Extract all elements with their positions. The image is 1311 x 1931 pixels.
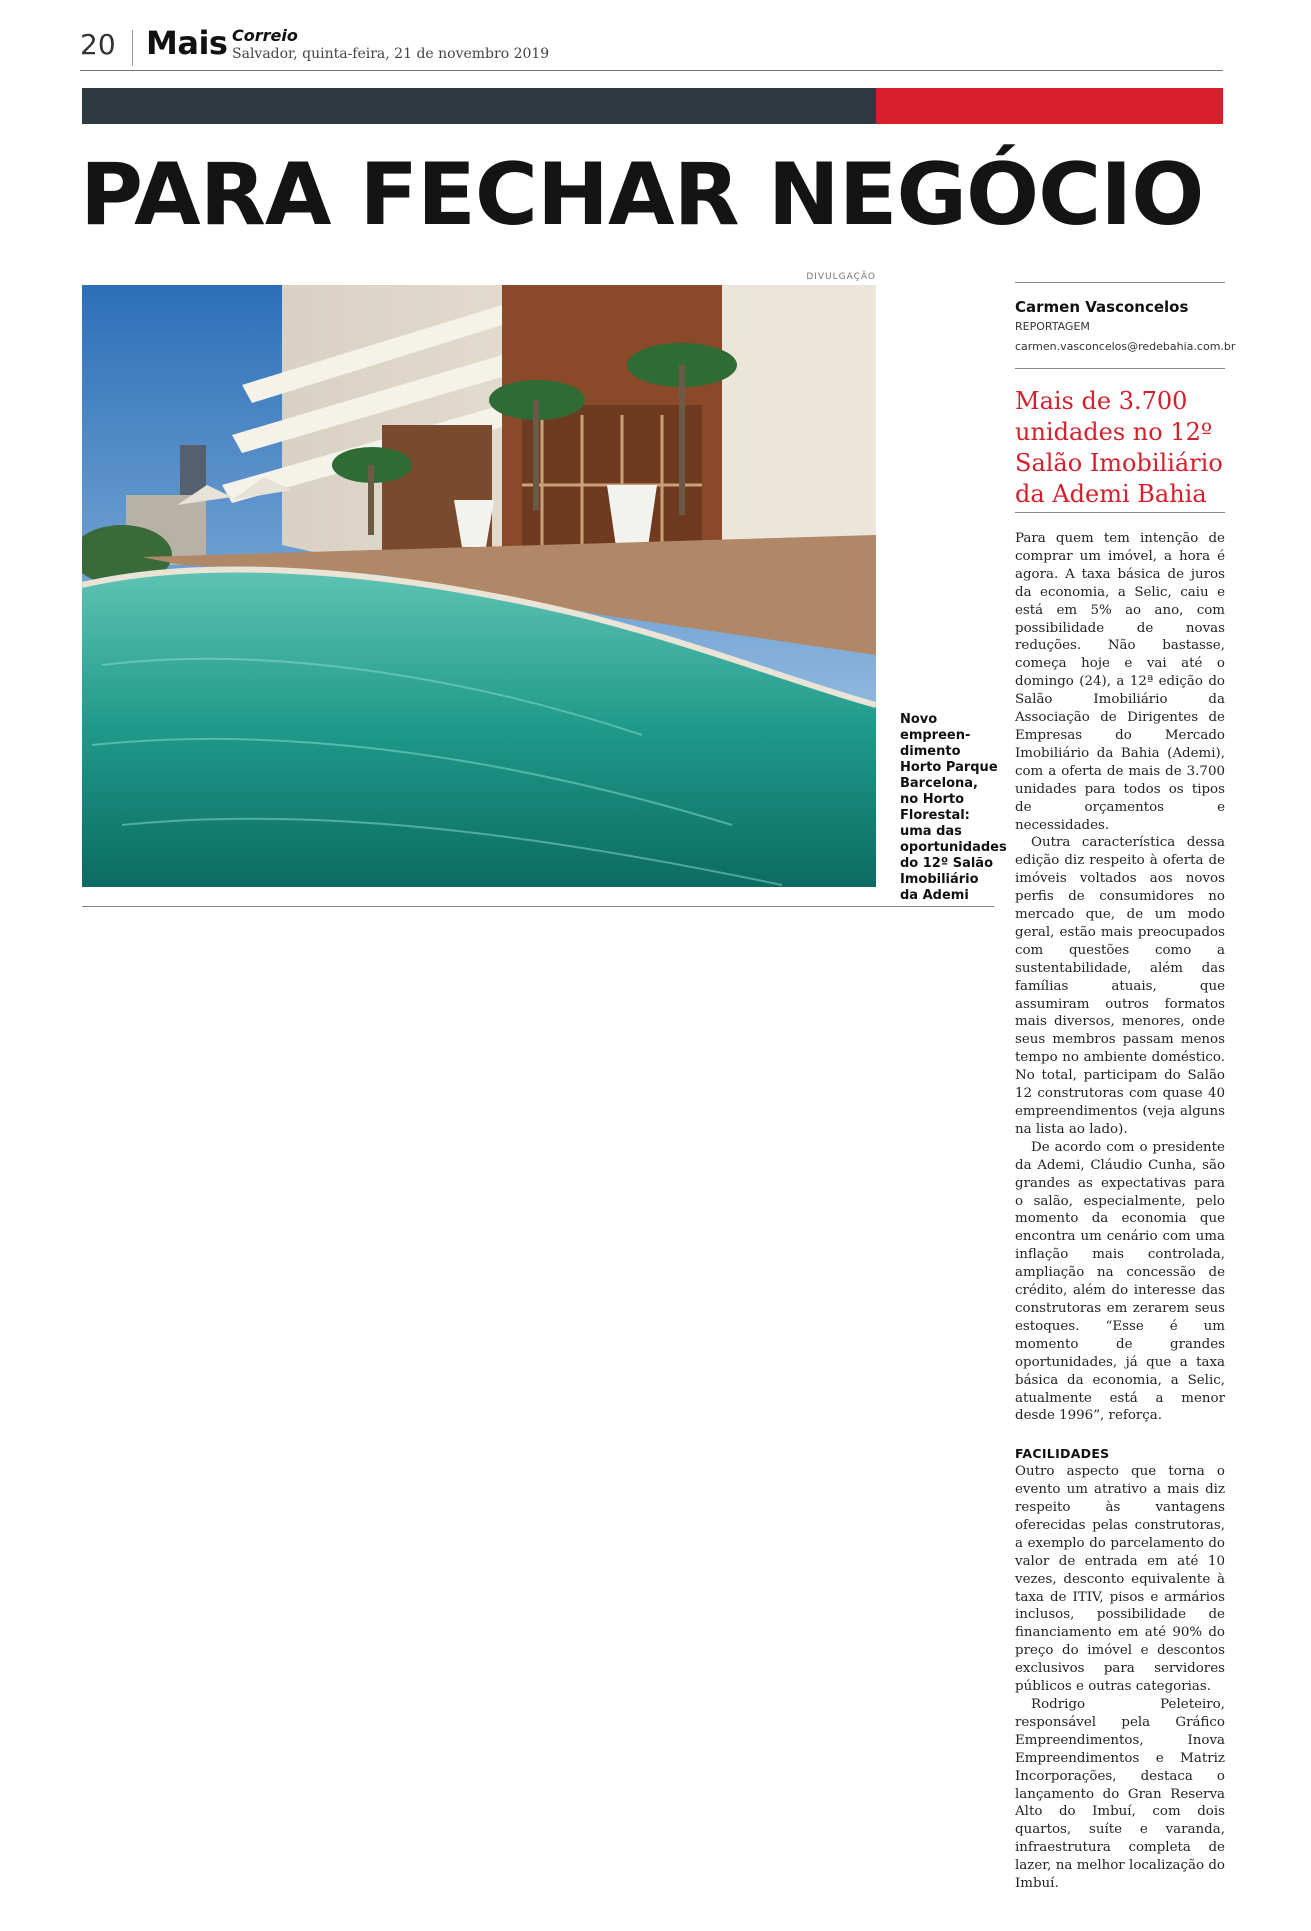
section-name: Mais	[146, 24, 228, 62]
byline-author: Carmen Vasconcelos	[1015, 298, 1189, 316]
color-band-red	[876, 88, 1223, 124]
article-paragraph: De acordo com o presidente da Ademi, Cláudio Cunha, são grandes as expectativas para o salão, especialmente, pelo momento da economia que encontra um cenário com uma inflação mais controlada, ampliação na concessão de crédito, além do interesse das construtoras em zerarem seus estoques. “Esse é um momento de grandes oportunidades, já que a taxa básica da economia, a Selic, atualmente está a menor desde 1996”, reforça.	[1015, 1139, 1225, 1424]
byline-email: carmen.vasconcelos@redebahia.com.br	[1015, 340, 1236, 353]
section-kicker: FACILIDADES	[1015, 1446, 1110, 1462]
article-body	[1015, 530, 1225, 1893]
byline-top-rule	[1015, 282, 1225, 283]
header-rule	[80, 70, 1223, 71]
color-band-dark	[82, 88, 876, 124]
dateline: Salvador, quinta-feira, 21 de novembro 2019	[232, 46, 550, 62]
photo-caption: Novo empreen-dimento Horto Parque Barcelona, no Horto Florestal: uma das oportunidades do 12º Salão Imobiliário da Ademi	[900, 712, 1007, 903]
article-paragraph: Outra característica dessa edição diz respeito à oferta de imóveis voltados aos novos perfis de consumidores no mercado que, de um modo geral, estão mais preocupados com questões como a sustentabilidade, além das famílias atuais, que assumiram outros formatos mais diversos, menores, onde seus membros passam menos tempo no ambiente doméstico. No total, participam do Salão 12 construtoras com quase 40 empreendimentos (veja alguns na lista ao lado).	[1015, 835, 1225, 1137]
article-paragraph: Outro aspecto que torna o evento um atrativo a mais diz respeito às vantagens oferecidas pelas construtoras, a exemplo do parcelamento do valor de entrada em até 10 vezes, desconto equivalente à taxa de ITIV, pisos e armários inclusos, possibilidade de financiamento em até 90% do preço do imóvel e descontos exclusivos para servidores públicos e outras categorias.	[1015, 1464, 1225, 1695]
subhead-rule	[1015, 512, 1225, 513]
newspaper-logo: Correio	[232, 26, 298, 45]
header-divider	[132, 30, 133, 66]
building-pool-photo	[82, 285, 876, 887]
byline-bottom-rule	[1015, 368, 1225, 369]
byline-role: REPORTAGEM	[1015, 320, 1090, 333]
photo-rule	[82, 906, 994, 907]
article-paragraph: Para quem tem intenção de comprar um imóvel, a hora é agora. A taxa básica de juros da economia, a Selic, caiu e está em 5% ao ano, com possibilidade de novas reduções. Não bastasse, começa hoje e vai até o domingo (24), a 12ª edição do Salão Imobiliário da Associação de Dirigentes de Empresas do Mercado Imobiliário da Bahia (Ademi), com a oferta de mais de 3.700 unidades para todos os tipos de orçamentos e necessidades.	[1015, 531, 1225, 833]
page-headline: PARA FECHAR NEGÓCIO	[80, 145, 1204, 245]
page-number: 20	[80, 28, 116, 61]
article-subhead: Mais de 3.700 unidades no 12º Salão Imobiliário da Ademi Bahia	[1015, 387, 1223, 508]
article-paragraph: Rodrigo Peleteiro, responsável pela Gráfico Empreendimentos, Inova Empreendimentos e Matriz Incorporações, destaca o lançamento do Gran Reserva Alto do Imbuí, com dois quartos, suíte e varanda, infraestrutura completa de lazer, na melhor localização do Imbuí.	[1015, 1697, 1225, 1892]
photo-credit: DIVULGAÇÃO	[806, 272, 876, 282]
